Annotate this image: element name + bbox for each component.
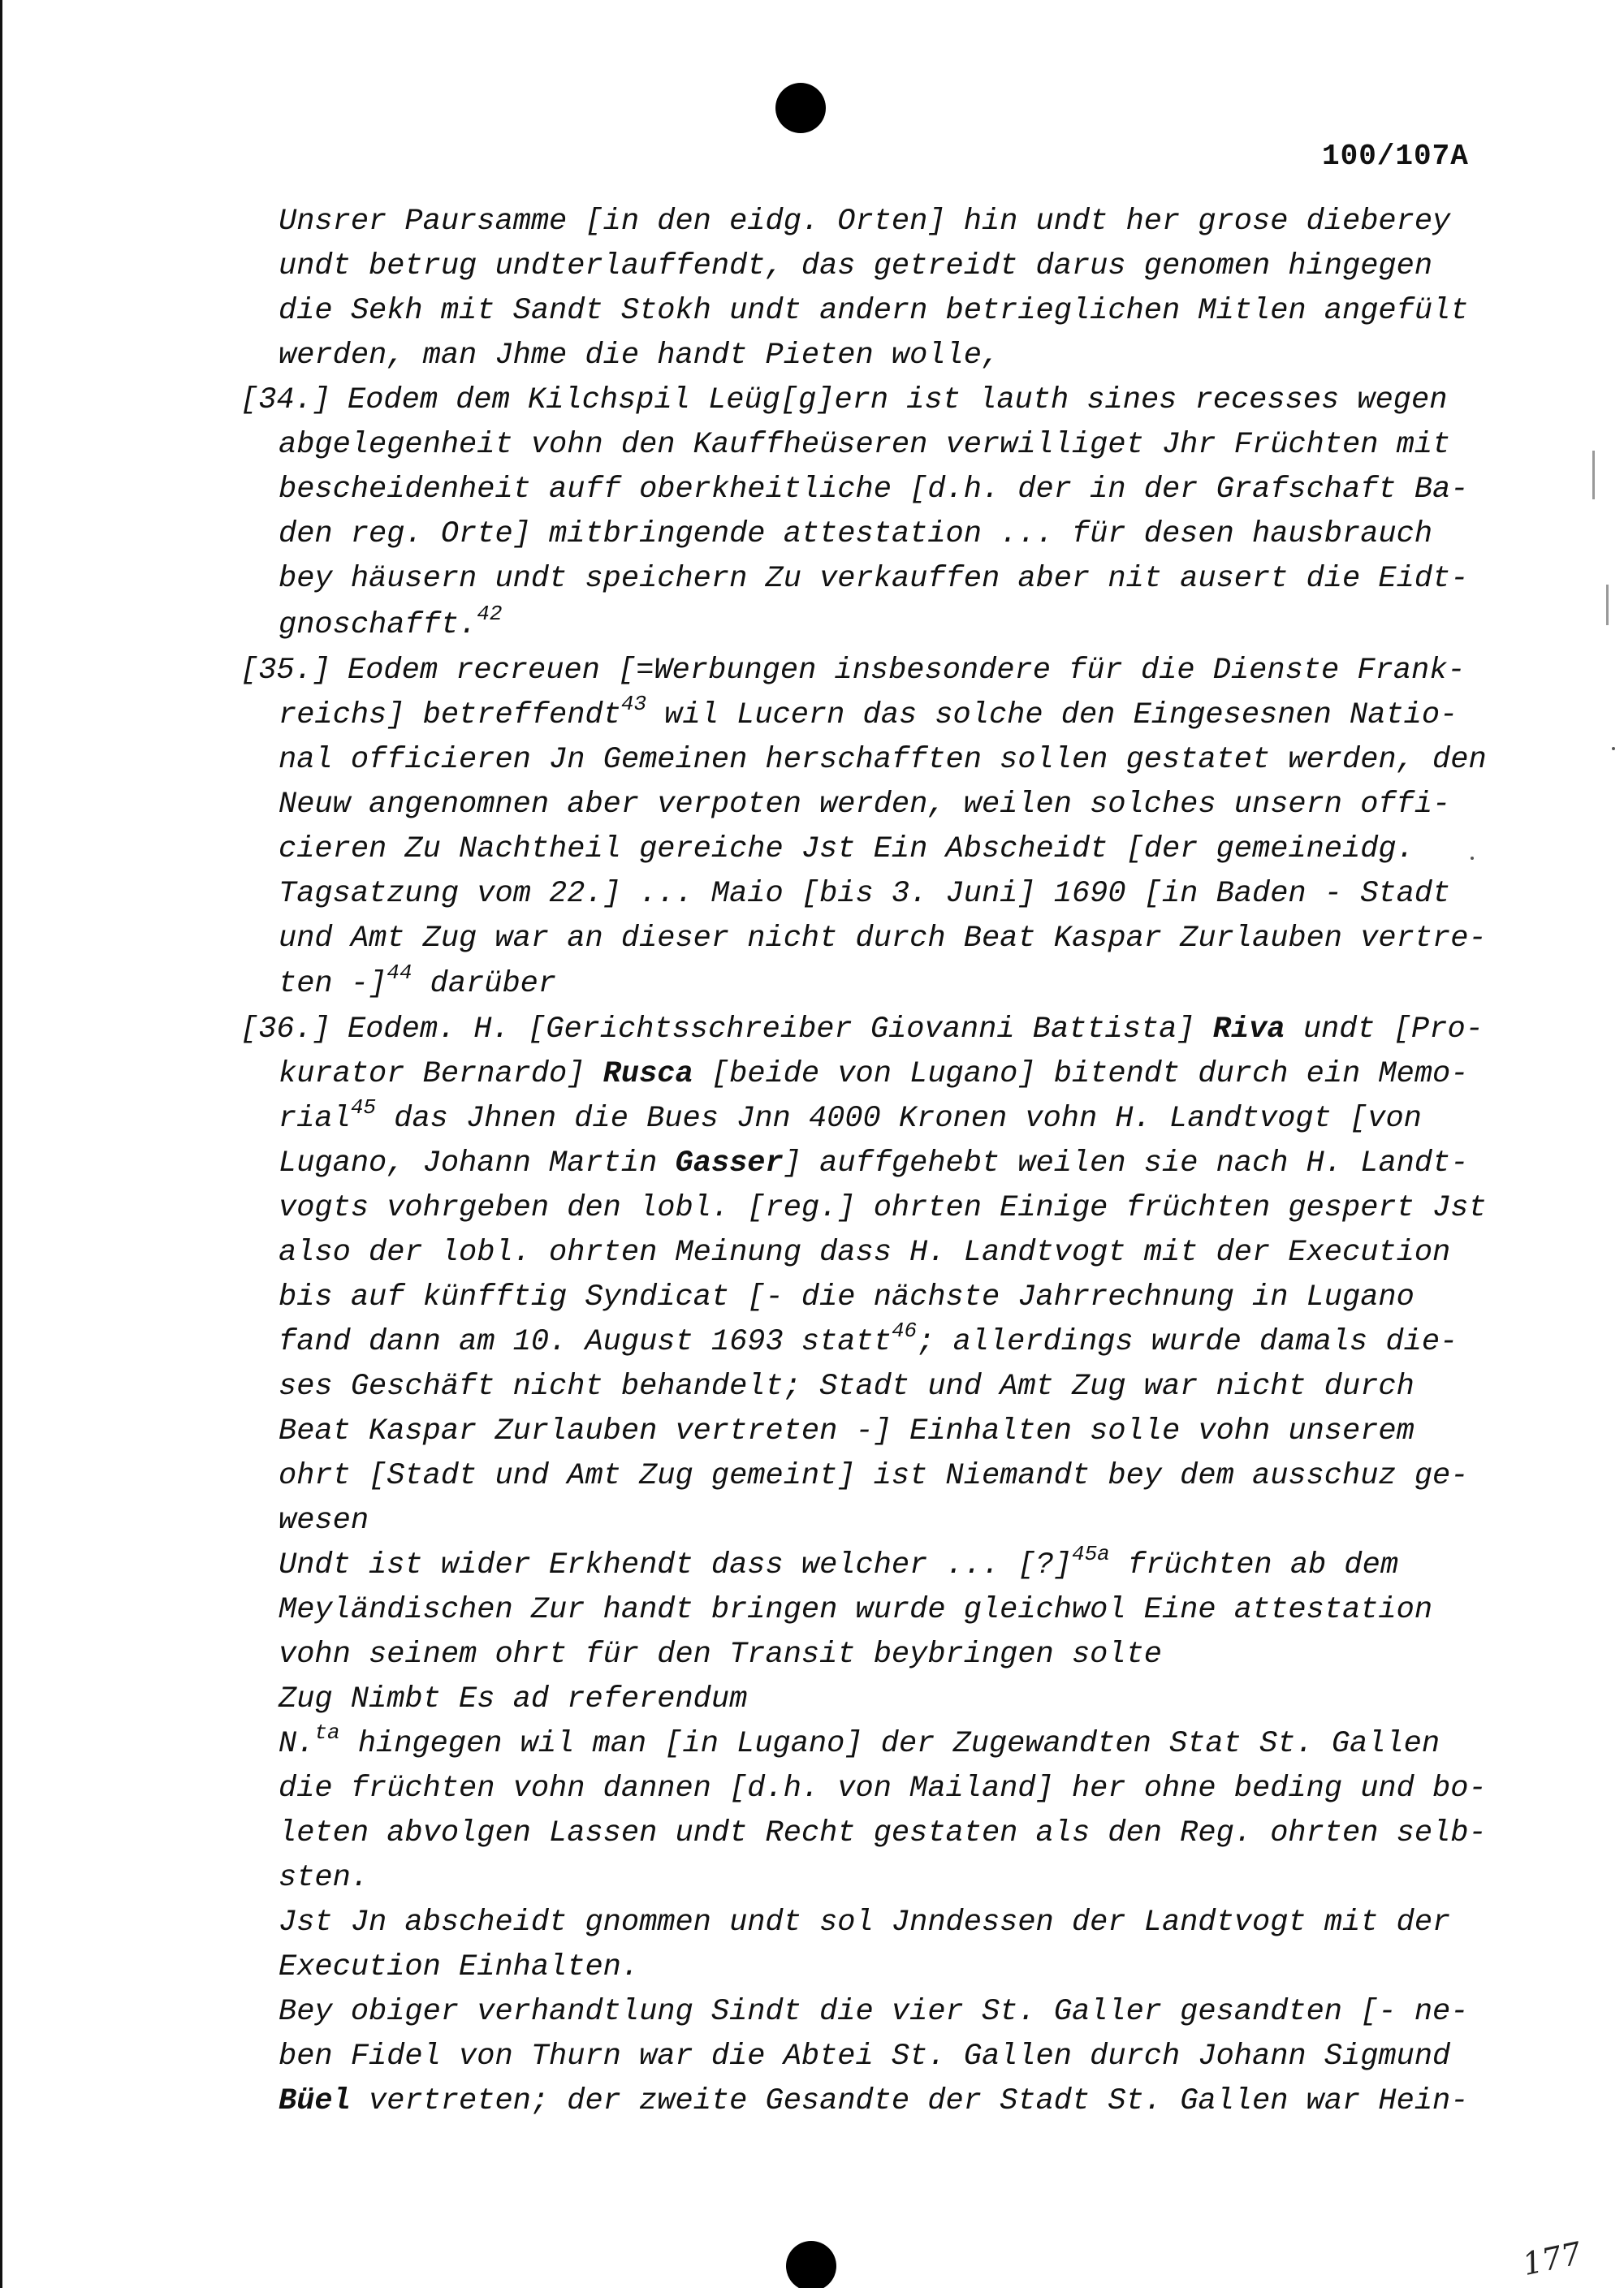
text-line: die früchten vohn dannen [d.h. von Mailand] her ohne beding und bo-: [279, 1772, 1487, 1806]
name-bold: Gasser: [675, 1146, 784, 1181]
text-line: Neuw angenomnen aber verpoten werden, weilen solches unsern offi-: [279, 788, 1451, 822]
text-line: reichs] betreffendt$^{43}$ wil Lucern das solche den Eingesesnen Natio-: [279, 692, 1458, 732]
text-line: werden, man Jhme die handt Pieten wolle,: [279, 339, 1000, 373]
text-line: die Sekh mit Sandt Stokh undt andern betrieglichen Mitlen angefült: [279, 294, 1469, 328]
superscript: ta: [314, 1720, 340, 1745]
footnote-ref: 43: [620, 692, 647, 716]
paragraph-number: [35.]: [240, 654, 331, 688]
paragraph-number: [36.]: [240, 1012, 331, 1047]
text-line: vogts vohrgeben den lobl. [reg.] ohrten Einige früchten gespert Jst: [279, 1191, 1487, 1225]
text-line: Büel vertreten; der zweite Gesandte der Stadt St. Gallen war Hein-: [279, 2084, 1469, 2118]
name-bold: Riva: [1212, 1012, 1285, 1047]
text-line: ses Geschäft nicht behandelt; Stadt und Amt Zug war nicht durch: [279, 1370, 1415, 1404]
text-line: kurator Bernardo] Rusca [beide von Lugano] bitendt durch ein Memo-: [279, 1057, 1469, 1091]
text-line: bescheidenheit auff oberkheitliche [d.h. der in der Grafschaft Ba-: [279, 473, 1469, 507]
text-line: rial$^{45}$ das Jhnen die Bues Jnn 4000 Kronen vohn H. Landtvogt [von: [279, 1095, 1422, 1136]
text-line: Undt ist wider Erkhendt dass welcher ... [?]$^{45a}$ früchten ab dem: [279, 1542, 1399, 1582]
text-line: fand dann am 10. August 1693 statt$^{46}$; allerdings wurde damals die-: [279, 1319, 1458, 1359]
paragraph-number: [34.]: [240, 383, 331, 417]
scan-artifact-mark: [1606, 585, 1609, 625]
text-line: Eodem dem Kilchspil Leüg[g]ern ist lauth sines recesses wegen: [348, 383, 1448, 417]
text-line: und Amt Zug war an dieser nicht durch Beat Kaspar Zurlauben vertre-: [279, 922, 1487, 956]
name-bold: Büel: [279, 2084, 351, 2118]
scan-artifact-dot: [1471, 857, 1474, 860]
text-line: ohrt [Stadt und Amt Zug gemeint] ist Niemandt bey dem ausschuz ge-: [279, 1459, 1469, 1493]
text-line: Tagsatzung vom 22.] ... Maio [bis 3. Juni] 1690 [in Baden - Stadt: [279, 877, 1451, 911]
text-line: sten.: [279, 1861, 369, 1895]
text-line: leten abvolgen Lassen undt Recht gestaten als den Reg. ohrten selb-: [279, 1816, 1487, 1850]
footnote-ref: 44: [387, 961, 412, 985]
text-line: bis auf künfftig Syndicat [- die nächste Jahrrechnung in Lugano: [279, 1280, 1415, 1315]
text-line: Beat Kaspar Zurlauben vertreten -] Einhalten solle vohn unserem: [279, 1414, 1415, 1448]
text-line: Unsrer Paursamme [in den eidg. Orten] hin undt her grose dieberey: [279, 205, 1451, 239]
text-line: Lugano, Johann Martin Gasser] auffgehebt weilen sie nach H. Landt-: [279, 1146, 1469, 1181]
text-line: gnoschafft.$^{42}$: [279, 602, 503, 642]
footnote-ref: 42: [477, 602, 503, 626]
folio-number: 100/107A: [1322, 140, 1469, 173]
text-line: abgelegenheit vohn den Kauffheüseren verwilliget Jhr Früchten mit: [279, 428, 1451, 462]
footnote-ref: 45: [350, 1095, 377, 1120]
text-line: ten -]$^{44}$ darüber: [279, 961, 557, 1001]
text-line: wesen: [279, 1504, 369, 1538]
text-line: Zug Nimbt Es ad referendum: [279, 1682, 748, 1716]
text-line: vohn seinem ohrt für den Transit beybringen solte: [279, 1638, 1162, 1672]
footnote-ref: 45a: [1071, 1542, 1110, 1566]
text-line: Meyländischen Zur handt bringen wurde gleichwol Eine attestation: [279, 1593, 1433, 1627]
text-line: also der lobl. ohrten Meinung dass H. Landtvogt mit der Execution: [279, 1236, 1451, 1270]
text-line: Eodem. H. [Gerichtsschreiber Giovanni Battista] Riva undt [Pro-: [348, 1012, 1484, 1047]
text-line: undt betrug undterlauffendt, das getreidt darus genomen hingegen: [279, 249, 1433, 283]
text-line: Execution Einhalten.: [279, 1950, 640, 1984]
text-line: ben Fidel von Thurn war die Abtei St. Gallen durch Johann Sigmund: [279, 2040, 1451, 2074]
text-line: Jst Jn abscheidt gnommen undt sol Jnndessen der Landtvogt mit der: [279, 1906, 1451, 1940]
text-line: bey häusern undt speichern Zu verkauffen aber nit ausert die Eidt-: [279, 562, 1469, 596]
scan-artifact-mark: [1592, 451, 1595, 499]
text-line: cieren Zu Nachtheil gereiche Jst Ein Abscheidt [der gemeineidg.: [279, 832, 1415, 866]
footnote-ref: 46: [891, 1319, 918, 1343]
punch-hole-top: [775, 83, 826, 133]
text-line: den reg. Orte] mitbringende attestation ... für desen hausbrauch: [279, 517, 1433, 551]
handwritten-page-number: 177: [1519, 2234, 1585, 2283]
text-line: N.$^{ta}$ hingegen wil man [in Lugano] der Zugewandten Stat St. Gallen: [279, 1720, 1440, 1761]
name-bold: Rusca: [603, 1057, 693, 1091]
text-line: Eodem recreuen [=Werbungen insbesondere für die Dienste Frank-: [348, 654, 1466, 688]
text-line: Bey obiger verhandtlung Sindt die vier St. Galler gesandten [- ne-: [279, 1995, 1469, 2029]
text-line: nal officieren Jn Gemeinen herschafften sollen gestatet werden, den: [279, 743, 1487, 777]
scan-artifact-dot: [1612, 747, 1615, 750]
punch-hole-bottom: [786, 2241, 836, 2288]
